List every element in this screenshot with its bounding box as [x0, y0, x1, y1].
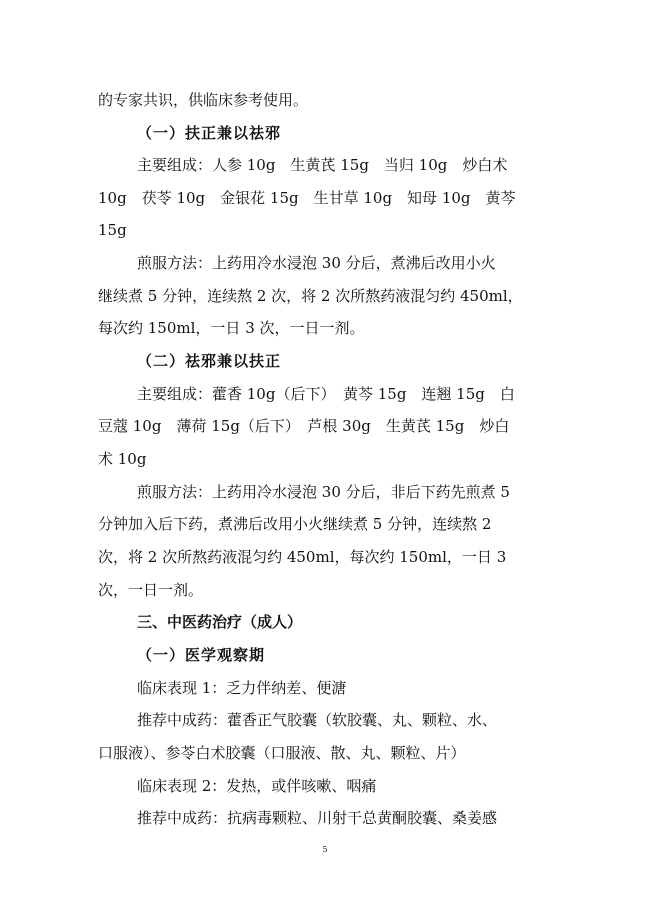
body-text-line: 15g [98, 221, 127, 239]
body-text-line: 次，将 2 次所熬药液混匀约 450ml，每次约 150ml，一日 3 [98, 548, 507, 566]
body-text-line: 临床表现 2：发热，或伴咳嗽、咽痛 [137, 777, 377, 795]
body-text-line: 次，一日一剂。 [98, 581, 204, 599]
body-text-line: 主要组成：藿香 10g（后下） 黄芩 15g 连翘 15g 白 [137, 385, 515, 403]
body-text-line: 口服液）、参苓白术胶囊（口服液、散、丸、颗粒、片） [98, 744, 466, 762]
body-text-line: 每次约 150ml，一日 3 次，一日一剂。 [98, 319, 365, 337]
body-text-line: 主要组成：人参 10g 生黄芪 15g 当归 10g 炒白术 [137, 156, 508, 174]
body-text-line: 推荐中成药：抗病毒颗粒、川射干总黄酮胶囊、桑姜感 [137, 809, 498, 827]
subsection-heading: （一）医学观察期 [137, 646, 266, 664]
subsection-heading: （二）祛邪兼以扶正 [137, 352, 282, 370]
body-text-line: 临床表现 1：乏力伴纳差、便溏 [137, 679, 347, 697]
body-text-line: 分钟加入后下药，煮沸后改用小火继续煮 5 分钟，连续熬 2 [98, 515, 492, 533]
page-number: 5 [322, 845, 328, 854]
body-text-line: 豆蔻 10g 薄荷 15g（后下） 芦根 30g 生黄芪 15g 炒白 [98, 417, 510, 435]
body-text-line: 推荐中成药：藿香正气胶囊（软胶囊、丸、颗粒、水、 [137, 711, 498, 729]
body-text-line: 煎服方法：上药用冷水浸泡 30 分后，煮沸后改用小火 [137, 254, 496, 272]
body-text-line: 术 10g [98, 450, 147, 468]
body-text-line: 的专家共识，供临床参考使用。 [98, 91, 309, 109]
body-text-line: 煎服方法：上药用冷水浸泡 30 分后，非后下药先煎煮 5 [137, 483, 510, 501]
body-text-line: 10g 茯苓 10g 金银花 15g 生甘草 10g 知母 10g 黄芩 [98, 189, 516, 207]
body-text-line: 继续煮 5 分钟，连续熬 2 次，将 2 次所熬药液混匀约 450ml， [98, 287, 523, 305]
section-heading: 三、中医药治疗（成人） [137, 613, 303, 631]
subsection-heading: （一）扶正兼以祛邪 [137, 124, 282, 142]
